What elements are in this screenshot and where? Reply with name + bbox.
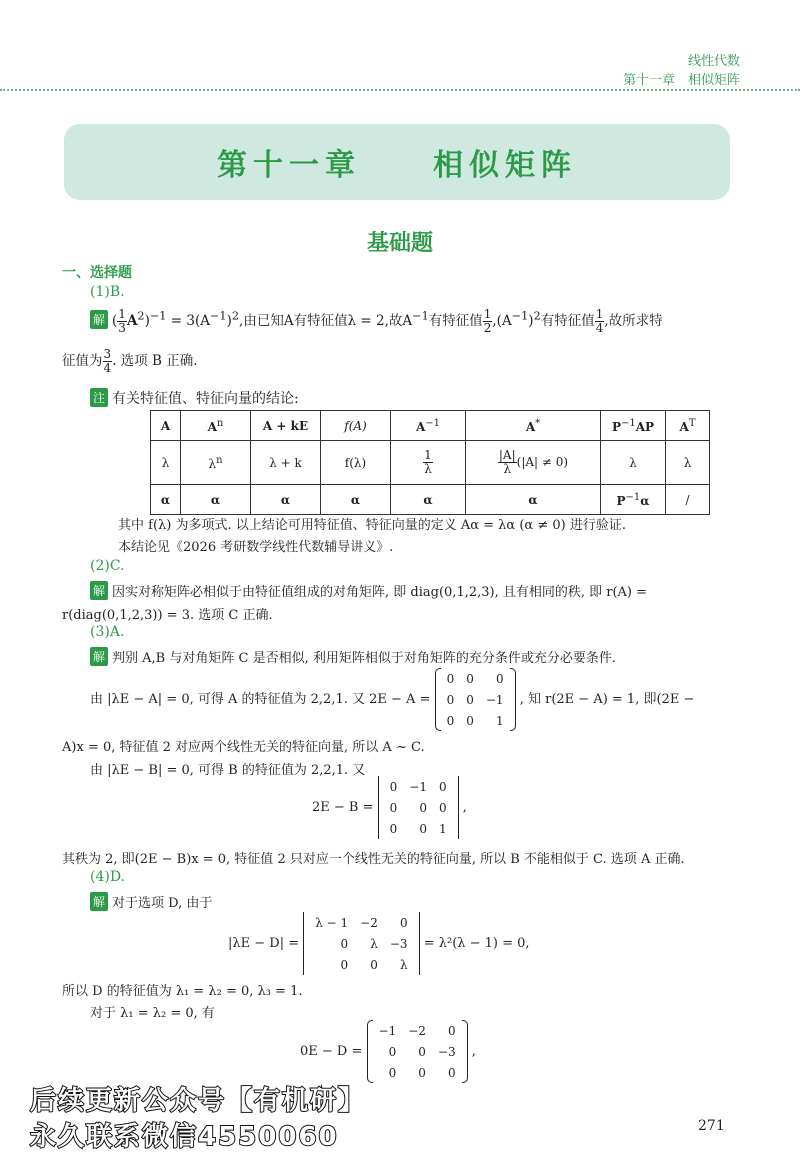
- text: . 选项 B 正确.: [112, 353, 198, 370]
- text: 对于选项 D, 由于: [112, 896, 213, 911]
- watermark-line2: 永久联系微信4550060: [30, 1122, 339, 1152]
- table-cell: A: [151, 411, 181, 441]
- q2-answer: (2)C.: [90, 558, 125, 574]
- header-book-title: 线性代数: [687, 54, 740, 69]
- table-row: [151, 485, 710, 515]
- q4-determinant: [228, 912, 530, 975]
- table-cell: α: [181, 485, 251, 515]
- table-cell: $\lambda^n$: [181, 441, 251, 485]
- fraction: $\frac{3}{4}$: [103, 347, 112, 376]
- table-cell: $A^T$: [666, 411, 710, 441]
- q4-solution-line1: [90, 892, 212, 911]
- text: 判别 A,B 与对角矩阵 C 是否相似, 利用矩阵相似于对角矩阵的充分条件或充分必要条件.: [112, 651, 616, 666]
- text: = λ²(λ − 1) = 0,: [423, 936, 530, 951]
- text: ,: [471, 1044, 476, 1059]
- fraction: $\frac{1}{2}$: [483, 307, 492, 336]
- sup: 2: [137, 309, 145, 323]
- q2-solution-line2: r(diag(0,1,2,3)) = 3. 选项 C 正确.: [62, 608, 273, 623]
- note-tag: 注: [90, 388, 108, 407]
- table-cell: $A^{-1}$: [391, 411, 466, 441]
- section-heading: 一、选择题: [62, 265, 132, 281]
- table-cell: α: [466, 485, 601, 515]
- text: 因实对称矩阵必相似于由特征值组成的对角矩阵, 即 diag(0,1,2,3), 且有相同的秩, 即 r(A) =: [112, 585, 648, 600]
- sup: −1: [412, 309, 429, 323]
- text: ,故所求特: [604, 313, 663, 330]
- table-cell: λ: [601, 441, 666, 485]
- text: 0E − D =: [300, 1044, 363, 1059]
- q3-solution-line4: 由 |λE − B| = 0, 可得 B 的特征值为 2,2,1. 又: [90, 763, 366, 778]
- table-cell: $A^n$: [181, 411, 251, 441]
- text: ,由已知A有特征值λ = 2,故A: [239, 313, 413, 330]
- table-cell: A + kE: [251, 411, 321, 441]
- text: ): [528, 313, 534, 330]
- q1-note: [90, 388, 299, 408]
- eigen-table: [150, 410, 710, 515]
- q3-solution-line2: [90, 668, 694, 731]
- q1-answer: (1)B.: [90, 284, 125, 300]
- table-cell: λ + k: [251, 441, 321, 485]
- table-cell: α: [391, 485, 466, 515]
- matrix-a: A: [126, 313, 138, 330]
- text: = 3(A: [170, 313, 210, 330]
- q3-solution-line6: 其秩为 2, 即(2E − B)x = 0, 特征值 2 只对应一个线性无关的特征向量, 所以 B 不能相似于 C. 选项 A 正确.: [62, 852, 685, 867]
- text: 由 |λE − A| = 0, 可得 A 的特征值为 2,2,1. 又 2E − A =: [90, 692, 431, 707]
- table-cell: f(λ): [321, 441, 391, 485]
- text: |λE − D| =: [228, 936, 300, 951]
- table-row: [151, 411, 710, 441]
- text: ,: [462, 800, 467, 815]
- q4-solution-line4: 对于 λ₁ = λ₂ = 0, 有: [90, 1006, 215, 1021]
- table-cell: $P^{-1}\alpha$: [601, 485, 666, 515]
- solution-tag: 解: [90, 892, 108, 911]
- note-line2: 本结论见《2026 考研数学线性代数辅导讲义》.: [118, 540, 394, 555]
- q3-solution-line1: [90, 647, 616, 666]
- note-line1: 其中 f(λ) 为多项式. 以上结论可用特征值、特征向量的定义 Aα = λα (α ≠ 0) 进行验证.: [118, 518, 626, 533]
- q3-answer: (3)A.: [90, 624, 125, 640]
- solution-tag: 解: [90, 310, 108, 329]
- table-cell: /: [666, 485, 710, 515]
- q2-solution-line1: [90, 581, 647, 600]
- paren: (: [112, 313, 118, 330]
- q4-solution-line3: 所以 D 的特征值为 λ₁ = λ₂ = 0, λ₃ = 1.: [62, 984, 303, 999]
- fraction: $\frac{1}{4}$: [595, 307, 604, 336]
- section-subtitle: 基础题: [366, 231, 433, 256]
- table-cell: α: [251, 485, 321, 515]
- table-cell: α: [321, 485, 391, 515]
- table-cell: $P^{-1}AP$: [601, 411, 666, 441]
- matrix-0e-minus-d: −1 −2 0 0 0 −3 0 0 0: [367, 1020, 468, 1083]
- q3-solution-line5: [312, 776, 467, 839]
- table-cell: α: [151, 485, 181, 515]
- matrix-2e-minus-a: 0 0 0 0 0 −1 0 0 1: [435, 668, 516, 731]
- sup: −1: [511, 309, 529, 323]
- solution-tag: 解: [90, 581, 108, 600]
- text: 征值为: [62, 353, 103, 370]
- matrix-2e-minus-b: 0 −1 0 0 0 0 0 0 1: [378, 776, 459, 839]
- text: ,(A: [492, 313, 512, 330]
- sup: 2: [231, 309, 240, 323]
- solution-tag: 解: [90, 647, 108, 666]
- text: , 知 r(2E − A) = 1, 即(2E −: [519, 692, 695, 707]
- chapter-banner: [64, 124, 730, 200]
- sup: −1: [149, 309, 167, 323]
- watermark-line1: 后续更新公众号【有机研】: [30, 1086, 367, 1116]
- table-cell: $\frac{1}{\lambda}$: [391, 441, 466, 485]
- chapter-title: 第十一章 相似矩阵: [217, 148, 577, 183]
- table-cell: A*: [466, 411, 601, 441]
- text: ): [226, 313, 232, 330]
- table-row: [151, 441, 710, 485]
- text: 2E − B =: [312, 800, 374, 815]
- header-chapter-title: 第十一章 相似矩阵: [622, 73, 740, 88]
- text: 有特征值: [428, 313, 483, 330]
- paren: ): [144, 313, 150, 330]
- table-cell: $\frac{|A|}{\lambda}$ (|A| ≠ 0): [466, 441, 601, 485]
- table-cell: λ: [666, 441, 710, 485]
- page-number: 271: [698, 1118, 725, 1134]
- header-divider: [0, 89, 800, 91]
- fraction: $\frac{1}{3}$: [118, 307, 126, 336]
- text: 有特征值: [540, 313, 595, 330]
- sup: 2: [533, 309, 541, 323]
- table-cell: f(A): [321, 411, 391, 441]
- table-cell: λ: [151, 441, 181, 485]
- q1-solution-line1: [90, 308, 663, 335]
- note-text: 有关特征值、特征向量的结论:: [112, 391, 299, 407]
- q3-solution-line3: A)x = 0, 特征值 2 对应两个线性无关的特征向量, 所以 A ~ C.: [62, 740, 425, 755]
- q1-solution-line2: [62, 348, 198, 375]
- det-le-minus-d: λ − 1 −2 0 0 λ −3 0 0 λ: [303, 912, 419, 975]
- q4-solution-line5: [300, 1020, 476, 1083]
- sup: −1: [209, 309, 227, 323]
- q4-answer: (4)D.: [90, 869, 126, 885]
